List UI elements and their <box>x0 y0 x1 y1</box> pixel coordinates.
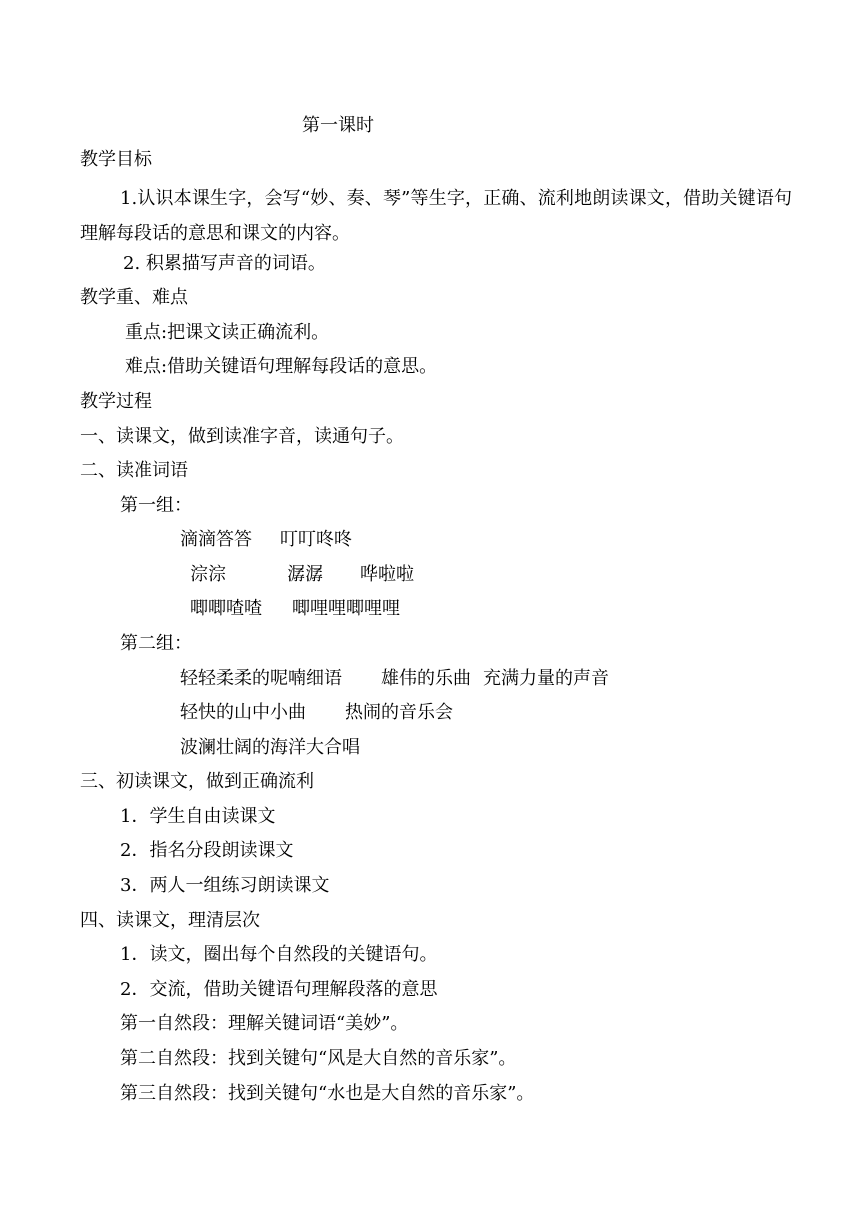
step-4-item: 2．交流，借助关键语句理解段落的意思 <box>120 979 438 1000</box>
paragraph-note-2: 第二自然段：找到关键句“风是大自然的音乐家”。 <box>120 1048 517 1069</box>
word: 滴滴答答 <box>180 529 252 550</box>
group-1-row-3 <box>190 596 400 622</box>
key-point: 重点:把课文读正确流利。 <box>125 322 330 343</box>
lesson-title: 第一课时 <box>302 115 374 136</box>
group-2-label: 第二组： <box>120 633 192 654</box>
word: 淙淙 <box>190 564 226 585</box>
difficult-point: 难点:借助关键语句理解每段话的意思。 <box>125 356 438 377</box>
word: 唧唧喳喳 <box>190 598 262 619</box>
group-1-row-2 <box>190 562 414 588</box>
word: 波澜壮阔的海洋大合唱 <box>180 737 360 758</box>
process-heading: 教学过程 <box>80 391 152 412</box>
group-1-row-1 <box>180 527 352 553</box>
word: 轻快的山中小曲 <box>180 702 306 723</box>
step-4-item: 1．读文，圈出每个自然段的关键语句。 <box>120 944 438 965</box>
word: 热闹的音乐会 <box>345 702 453 723</box>
goals-heading: 教学目标 <box>80 149 152 170</box>
step-2: 二、读准词语 <box>80 460 188 481</box>
step-4: 四、读课文，理清层次 <box>80 910 260 931</box>
group-2-row-3 <box>180 735 360 761</box>
paragraph-note-1: 第一自然段：理解关键词语“美妙”。 <box>120 1013 409 1034</box>
goal-item-2: 2. 积累描写声音的词语。 <box>123 253 326 274</box>
goal-item-1: 1.认识本课生字，会写“妙、奏、琴”等生字，正确、流利地朗读课文，借助关键语句理解每段话的意思和课文的内容。 <box>80 188 792 244</box>
group-1-label: 第一组： <box>120 495 192 516</box>
paragraph-note-3: 第三自然段：找到关键句“水也是大自然的音乐家”。 <box>120 1083 535 1104</box>
step-1: 一、读课文，做到读准字音，读通句子。 <box>80 426 404 447</box>
step-3-item: 3．两人一组练习朗读课文 <box>120 875 330 896</box>
group-2-row-1 <box>180 666 609 692</box>
word: 潺潺 <box>287 564 323 585</box>
keypoints-heading: 教学重、难点 <box>80 287 188 308</box>
word: 雄伟的乐曲 <box>381 668 471 689</box>
step-3: 三、初读课文，做到正确流利 <box>80 771 314 792</box>
word: 叮叮咚咚 <box>280 529 352 550</box>
step-3-item: 1．学生自由读课文 <box>120 806 276 827</box>
word: 充满力量的声音 <box>483 668 609 689</box>
step-3-item: 2．指名分段朗读课文 <box>120 840 294 861</box>
word: 轻轻柔柔的呢喃细语 <box>180 668 342 689</box>
word: 哗啦啦 <box>360 564 414 585</box>
group-2-row-2 <box>180 700 453 726</box>
word: 唧哩哩唧哩哩 <box>292 598 400 619</box>
